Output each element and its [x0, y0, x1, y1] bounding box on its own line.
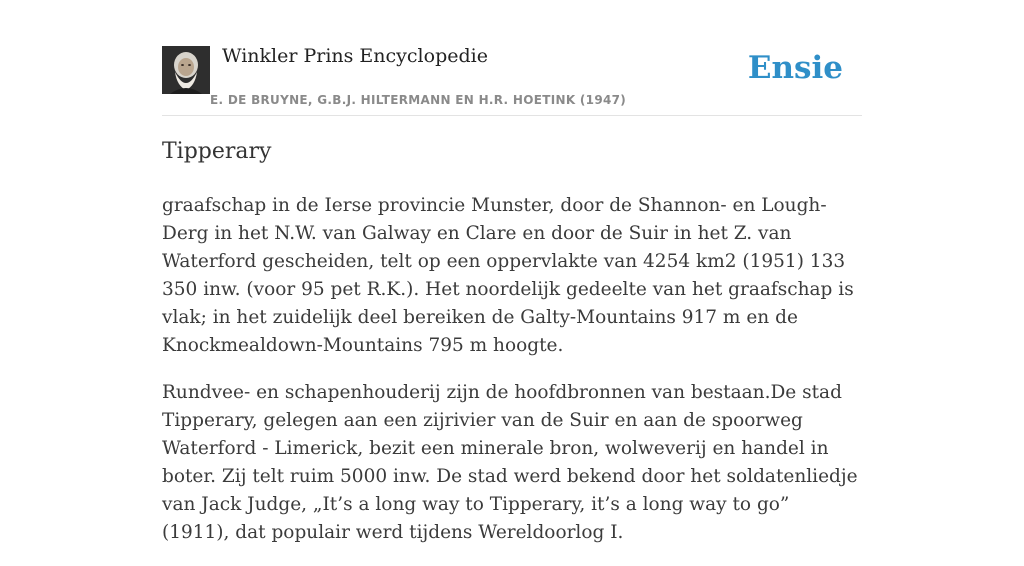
article-body	[162, 192, 862, 566]
article-paragraph: graafschap in de Ierse provincie Munster, door de Shannon- en Lough-Derg in het N.W. van Galway en Clare en door de Suir in het Z. van Waterford gescheiden, telt op een oppervlakte van 4254 km2 (1951) 133 350 inw. (voor 95 pet R.K.). Het noordelijk gedeelte van het graafschap is vlak; in het zuidelijk deel bereiken de Galty-Mountains 917 m en de Knockmealdown-Mountains 795 m hoogte.	[162, 195, 854, 356]
author-avatar	[162, 46, 210, 94]
article-title: Tipperary	[162, 139, 272, 164]
authors-line: E. DE BRUYNE, G.B.J. HILTERMANN EN H.R. HOETINK (1947)	[210, 93, 627, 107]
header	[162, 40, 862, 116]
author-portrait-icon	[162, 46, 210, 94]
source-title[interactable]: Winkler Prins Encyclopedie	[222, 45, 488, 67]
brand-logo[interactable]: Ensie	[747, 50, 843, 86]
article-paragraph: Rundvee- en schapenhouderij zijn de hoofdbronnen van bestaan.De stad Tipperary, gelegen aan een zijrivier van de Suir en aan de spoorweg Waterford - Limerick, bezit een minerale bron, wolweverij en handel in boter. Zij telt ruim 5000 inw. De stad werd bekend door het soldatenliedje van Jack Judge, „It’s a long way to Tipperary, it’s a long way to go” (1911), dat populair werd tijdens Wereldoorlog I.	[162, 382, 858, 543]
